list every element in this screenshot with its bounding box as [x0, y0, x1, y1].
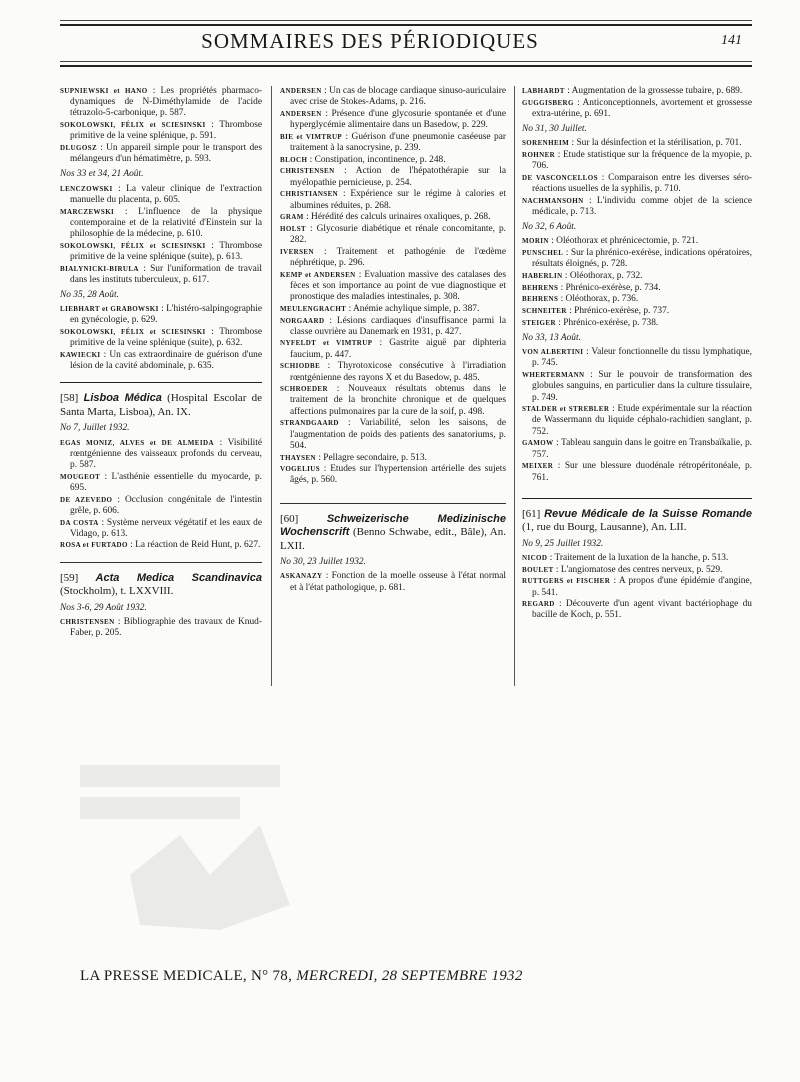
- article-author: KEMP et ANDERSEN: [280, 270, 356, 279]
- section-divider: [60, 562, 262, 563]
- article-author: MARCZEWSKI: [60, 207, 115, 216]
- article-entry: [522, 196, 752, 218]
- article-entry: [280, 86, 506, 108]
- article-entry: [60, 304, 262, 326]
- journal-60-issues: [280, 557, 506, 594]
- article-author: ASKANAZY: [280, 572, 323, 581]
- article-entry: [60, 472, 262, 494]
- article-title: : Un cas de blocage cardiaque sinuso-auriculaire avec crise de Stokes-Adams, p. 216.: [290, 86, 506, 108]
- article-author: DE VASCONCELLOS: [522, 173, 598, 182]
- article-title: : La réaction de Reid Hunt, p. 627.: [127, 540, 261, 551]
- issue-number: No 32, 6 Août.: [522, 222, 577, 233]
- article-entry: [280, 270, 506, 304]
- article-title: : Traitement et pathogénie de l'œdème néphrétique, p. 296.: [290, 246, 506, 269]
- article-title: : Oléothorax, p. 732.: [562, 271, 643, 282]
- article-title: : Lésions cardiaques d'insuffisance parmi la classe ouvrière au Danemark en 1931, p. 427.: [290, 315, 506, 337]
- article-author: DA COSTA: [60, 518, 99, 527]
- issue-number: No 9, 25 Juillet 1932.: [522, 538, 604, 549]
- article-title: : Les propriétés pharmaco-dynamiques de N-Diméthylamide de l'acide tétrazolo-5-carbonique, p. 587.: [70, 86, 263, 119]
- top-rule-2: [60, 24, 752, 26]
- issue-number: No 35, 28 Août.: [60, 289, 119, 300]
- journal-59-issues: [60, 603, 262, 640]
- article-title: : Oléothorax, p. 736.: [558, 294, 639, 305]
- journal-61-issues: [522, 539, 752, 622]
- article-author: EGAS MONIZ, ALVES et DE ALMEIDA: [60, 438, 214, 447]
- article-title: : Etudes sur l'hypertension artérielle des sujets âgés, p. 560.: [290, 464, 506, 486]
- article-title: : Nouveaux résultats obtenus dans le traitement de la bronchite chronique et de quelques affections pulmonaires par la cure de la soif, p. 498.: [290, 384, 506, 417]
- article-title: : Comparaison entre les diverses séro-réactions usuelles de la syphilis, p. 710.: [532, 172, 753, 195]
- article-title: : Traitement de la luxation de la hanche, p. 513.: [547, 552, 729, 563]
- article-author: VON ALBERTINI: [522, 348, 584, 357]
- journal-number: [59]: [60, 571, 79, 584]
- article-entry: [280, 189, 506, 211]
- article-author: BOULET: [522, 565, 554, 574]
- article-author: DE AZEVEDO: [60, 495, 113, 504]
- article-title: : Expérience sur le régime à calories et albumines réduites, p. 268.: [290, 189, 506, 211]
- issue-number: Nos 33 et 34, 21 Août.: [60, 169, 144, 180]
- footer-year: 1932: [491, 968, 523, 984]
- article-entry: [522, 98, 752, 120]
- header-rule-2: [60, 65, 752, 67]
- article-author: SCHIODBE: [280, 362, 321, 371]
- article-entry: [60, 350, 262, 372]
- article-entry: [280, 464, 506, 486]
- article-title: : Phrénico-exérèse, p. 737.: [566, 306, 670, 317]
- article-entry: [522, 565, 752, 576]
- article-author: SOKOLOWSKI, FÉLIX et SCIESINSKI: [60, 241, 206, 250]
- journal-heading: [60, 392, 262, 419]
- article-title: : Sur la phrénico-exérèse, indications opératoires, résultats éloignés, p. 728.: [532, 248, 752, 270]
- article-entry: [60, 86, 262, 120]
- article-title: : Un cas extraordinaire de guérison d'une lésion de la cavité abdominale, p. 635.: [70, 349, 262, 372]
- article-title: : Etude statistique sur la fréquence de la myopie, p. 706.: [532, 150, 752, 172]
- page-title: SOMMAIRES DES PÉRIODIQUES: [201, 29, 539, 53]
- journal-number: [61]: [522, 507, 541, 520]
- article-title: : Thrombose primitive de la veine splénique, p. 591.: [70, 120, 262, 142]
- footer: [80, 968, 523, 985]
- article-entry: [60, 207, 262, 241]
- article-entry: [522, 138, 752, 149]
- article-title: : Sur une blessure duodénale rétropéritonéale, p. 761.: [532, 461, 752, 483]
- article-title: : Visibilité rœntgénienne des vaisseaux profonds du cerveau, p. 587.: [70, 437, 262, 470]
- article-title: : Sur la désinfection et la stérilisation, p. 701.: [569, 138, 742, 149]
- article-author: GAMOW: [522, 439, 554, 448]
- journal-info: (1, rue du Bourg, Lausanne), An. LII.: [522, 521, 687, 534]
- col1-blocks: [60, 86, 262, 372]
- article-title: : Pellagre secondaire, p. 513.: [316, 452, 427, 463]
- article-entry: [280, 316, 506, 338]
- article-entry: [60, 264, 262, 286]
- article-title: : Evaluation massive des catalases des fèces et son importance au point de vue diagnostique et pronostique des maladies intestinales, p. 308.: [290, 269, 506, 303]
- article-entry: [522, 370, 752, 404]
- article-author: CHRISTENSEN: [60, 617, 115, 626]
- issue-number: No 7, Juillet 1932.: [60, 423, 130, 434]
- article-author: LIEBHART et GRABOWSKI: [60, 305, 159, 314]
- article-author: ANDERSEN: [280, 87, 322, 95]
- article-title: : Un appareil simple pour le transport des mélangeurs d'un hématimètre, p. 593.: [70, 143, 262, 165]
- article-author: STALDER et STREBLER: [522, 405, 610, 414]
- article-entry: [60, 241, 262, 263]
- article-author: MEULENGRACHT: [280, 304, 347, 313]
- article-entry: [280, 155, 506, 166]
- article-title: : Phrénico-exérèse, p. 738.: [555, 317, 659, 328]
- article-title: : Oléothorax et phrénicectomie, p. 721.: [548, 236, 699, 247]
- article-title: : Variabilité, selon les saisons, de l'augmentation de poids des patients des sanatoriums, p. 504.: [290, 418, 506, 451]
- article-title: : Hérédité des calculs urinaires oxaliques, p. 268.: [303, 212, 491, 223]
- article-title: : L'influence de la physique contemporaine et de la relativité d'Einstein sur la philosophie de la médecine, p. 610.: [70, 206, 262, 239]
- article-author: SOKOLOWSKI, FÉLIX et SCIESINSKI: [60, 328, 206, 337]
- article-author: MOUGEOT: [60, 472, 101, 481]
- article-author: MORIN: [522, 237, 549, 246]
- article-entry: [280, 361, 506, 383]
- article-author: NYFELDT et VIMTRUP: [280, 339, 373, 348]
- article-author: GUGGISBERG: [522, 98, 574, 107]
- article-author: DLUGOSZ: [60, 144, 98, 153]
- article-author: PUNSCHEL: [522, 249, 564, 258]
- column-divider: [514, 86, 515, 686]
- article-entry: [522, 248, 752, 270]
- article-entry: [522, 599, 752, 621]
- article-author: NACHMANSOHN: [522, 196, 584, 205]
- section-divider: [522, 498, 752, 499]
- article-title: : A propos d'une épidémie d'angine, p. 541.: [532, 576, 753, 598]
- journal-name: Schweizerische Medizinische Wochenscrift: [280, 512, 506, 539]
- journal-heading: [522, 508, 752, 535]
- article-title: : Thrombose primitive de la veine splénique (suite), p. 613.: [70, 240, 262, 262]
- article-author: SORENHEIM: [522, 139, 570, 148]
- article-entry: [280, 418, 506, 452]
- article-author: LENCZOWSKI: [60, 184, 113, 193]
- column-3: [522, 86, 752, 622]
- page-number: 141: [721, 33, 742, 48]
- col3-blocks: [522, 86, 752, 484]
- article-title: : Découverte d'un agent vivant bactériophage du bacille de Koch, p. 551.: [532, 599, 752, 621]
- bleed-through-ghost: [70, 755, 320, 945]
- article-title: : Glycosurie diabétique et rénale concomitante, p. 282.: [290, 223, 506, 246]
- article-entry: [522, 86, 752, 97]
- article-title: : Tableau sanguin dans le goitre en Transbaïkalie, p. 757.: [532, 438, 752, 460]
- article-entry: [280, 224, 506, 246]
- article-author: BIALYNICKI-BIRULA: [60, 264, 139, 273]
- article-title: : Gastrite aiguë par diphteria faucium, p. 447.: [290, 338, 507, 360]
- article-entry: [60, 438, 262, 472]
- article-title: : Anémie achylique simple, p. 387.: [346, 303, 480, 314]
- article-author: HOLST: [280, 224, 307, 233]
- article-author: SUPNIEWSKI et HANO: [60, 87, 148, 95]
- article-entry: [522, 461, 752, 483]
- journal-name: Revue Médicale de la Suisse Romande: [544, 507, 752, 520]
- article-title: : Anticonceptionnels, avortement et grossesse extra-utérine, p. 691.: [532, 97, 752, 119]
- journal-number: [58]: [60, 392, 79, 405]
- article-author: RUTTGERS et FISCHER: [522, 577, 611, 586]
- footer-publication: LA PRESSE MEDICALE, N° 78,: [80, 968, 293, 984]
- article-author: MEIXER: [522, 462, 554, 471]
- article-entry: [280, 453, 506, 464]
- article-title: : Fonction de la moelle osseuse à l'état normal et à l'état pathologique, p. 681.: [290, 571, 506, 593]
- article-author: NICOD: [522, 553, 548, 562]
- journal-name: Lisboa Médica: [83, 392, 162, 405]
- article-title: : L'histéro-salpingographie en gynécologie, p. 629.: [70, 304, 262, 326]
- article-author: BLOCH: [280, 155, 308, 164]
- article-author: IVERSEN: [280, 247, 314, 256]
- article-author: VOGELIUS: [280, 465, 321, 474]
- column-1: [60, 86, 262, 640]
- article-title: : Valeur fonctionnelle du tissu lymphatique, p. 745.: [532, 347, 752, 369]
- article-entry: [280, 109, 506, 131]
- section-divider: [280, 503, 506, 504]
- article-author: LABHARDT: [522, 87, 565, 95]
- article-author: ROHNER: [522, 151, 556, 160]
- journal-heading: [280, 513, 506, 554]
- top-rule-1: [60, 20, 752, 21]
- article-title: : Thyrotoxicose consécutive à l'irradiation rœntgénienne des rayons X et du Basedow, p. 485.: [290, 361, 506, 383]
- journal-number: [60]: [280, 512, 299, 525]
- article-entry: [522, 236, 752, 247]
- article-title: : Bibliographie des travaux de Knud-Faber, p. 205.: [70, 616, 262, 639]
- article-entry: [60, 120, 262, 142]
- issue-number: No 30, 23 Juillet 1932.: [280, 557, 366, 568]
- issue-number: No 33, 13 Août.: [522, 333, 581, 344]
- article-author: ANDERSEN: [280, 109, 322, 118]
- article-title: : Système nerveux végétatif et les eaux de Vidago, p. 613.: [70, 517, 262, 539]
- article-title: : Guérison d'une pneumonie caséeuse par traitement à la sanocrysine, p. 239.: [290, 131, 506, 154]
- article-entry: [522, 173, 752, 195]
- article-title: : Présence d'une glycosurie spontanée et d'une hyperglycémie alimentaire dans un Basedow, p. 229.: [290, 108, 506, 131]
- article-entry: [60, 540, 262, 551]
- article-entry: [522, 576, 752, 598]
- article-entry: [60, 143, 262, 165]
- article-title: : Etude expérimentale sur la réaction de Wassermann du liquide céphalo-rachidien sanglant, p. 752.: [532, 404, 752, 437]
- journal-58-issues: [60, 423, 262, 551]
- article-entry: [280, 166, 506, 188]
- article-title: : Constipation, incontinence, p. 248.: [307, 154, 446, 165]
- footer-date: 28 SEPTEMBRE: [381, 968, 488, 984]
- article-entry: [522, 404, 752, 438]
- article-title: : Occlusion congénitale de l'intestin grêle, p. 606.: [70, 494, 262, 516]
- section-divider: [60, 382, 262, 383]
- column-2: [280, 86, 506, 594]
- footer-day: MERCREDI,: [296, 968, 378, 984]
- article-author: CHRISTENSEN: [280, 167, 335, 176]
- article-title: : Sur le pouvoir de transformation des globules sanguins, en particulier dans la culture tissulaire, p. 749.: [532, 370, 752, 403]
- article-entry: [60, 327, 262, 349]
- article-author: KAWIECKI: [60, 350, 101, 359]
- issue-number: No 31, 30 Juillet.: [522, 124, 587, 135]
- article-title: : L'individu comme objet de la science médicale, p. 713.: [532, 195, 752, 218]
- article-author: NORGAARD: [280, 316, 325, 325]
- article-author: SCHNEITER: [522, 307, 567, 316]
- issue-number: Nos 3-6, 29 Août 1932.: [60, 602, 147, 613]
- article-author: BEHRENS: [522, 283, 559, 292]
- article-entry: [522, 306, 752, 317]
- article-author: GRAM: [280, 213, 304, 222]
- journal-info: (Hospital Escolar de Santa Marta, Lisboa), An. IX.: [60, 392, 262, 418]
- article-entry: [522, 553, 752, 564]
- article-title: : Phrénico-exérèse, p. 734.: [558, 282, 661, 293]
- article-author: STRANDGAARD: [280, 419, 339, 428]
- article-entry: [522, 150, 752, 172]
- article-title: : L'angiomatose des centres nerveux, p. 529.: [553, 564, 723, 575]
- article-author: SOKOLOWSKI, FÉLIX et SCIESINSKI: [60, 121, 206, 130]
- article-entry: [280, 338, 506, 360]
- article-author: THAYSEN: [280, 453, 316, 462]
- article-author: ROSA et FURTADO: [60, 541, 128, 550]
- article-title: : La valeur clinique de l'extraction manuelle du placenta, p. 605.: [70, 183, 262, 205]
- article-entry: [280, 247, 506, 269]
- article-author: BEHRENS: [522, 295, 559, 304]
- article-entry: [60, 184, 262, 206]
- article-entry: [280, 304, 506, 315]
- article-entry: [522, 271, 752, 282]
- journal-heading: [60, 572, 262, 599]
- header-rule-1: [60, 61, 752, 62]
- article-entry: [522, 347, 752, 369]
- article-entry: [60, 617, 262, 639]
- article-entry: [522, 438, 752, 460]
- article-author: SCHROEDER: [280, 385, 328, 394]
- article-entry: [280, 132, 506, 154]
- article-author: STEIGER: [522, 318, 556, 327]
- article-author: CHRISTIANSEN: [280, 190, 339, 199]
- article-title: : Action de l'hépatothérapie sur la myélopathie pernicieuse, p. 254.: [290, 166, 506, 188]
- col2-entries: [280, 86, 506, 487]
- article-author: WHERTERMANN: [522, 371, 585, 380]
- article-entry: [522, 283, 752, 294]
- article-entry: [280, 384, 506, 418]
- article-author: REGARD: [522, 600, 555, 609]
- journal-name: Acta Medica Scandinavica: [95, 571, 262, 584]
- article-entry: [60, 518, 262, 540]
- article-entry: [280, 571, 506, 593]
- article-entry: [522, 318, 752, 329]
- article-title: : Thrombose primitive de la veine splénique (suite), p. 632.: [70, 327, 262, 349]
- article-entry: [522, 294, 752, 305]
- article-author: BIE et VIMTRUP: [280, 132, 343, 141]
- journal-info: (Stockholm), t. LXXVIII.: [60, 585, 174, 598]
- article-title: : Sur l'uniformation de travail dans les instituts tuberculeux, p. 617.: [70, 263, 262, 285]
- article-author: HABERLIN: [522, 272, 563, 281]
- article-title: : Augmentation de la grossesse tubaire, p. 689.: [564, 86, 743, 96]
- journal-info: (Benno Schwabe, edit., Bâle), An. LXII.: [280, 526, 506, 552]
- article-entry: [280, 212, 506, 223]
- article-entry: [60, 495, 262, 517]
- column-divider: [271, 86, 272, 686]
- article-title: : L'asthénie essentielle du myocarde, p. 695.: [70, 471, 262, 493]
